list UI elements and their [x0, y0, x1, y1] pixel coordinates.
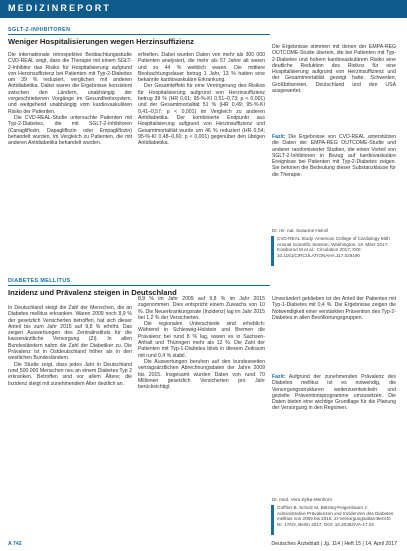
- article2-col2-para-2: Die regionalen Unterschiede sind erheblich: Während in Schleswig-Holstein und Bremen die Prävalenz bei rund 8 % lag, waren es in Sachsen-Anhalt und Thüringen mehr als 12 %. Die Zahl der Patienten mit Typ-1-Diabetes blieb in diesem Zeitraum mit rund 0,4 % stabil.: [138, 321, 265, 359]
- article2-col2-para-3: Die Auswertungen beruhen auf den bundesweiten vertragsärztlichen Abrechnungsdaten der Jahre 2009 bis 2015. Insgesamt wurden Daten von rund 70 Millionen gesetzlich Versicherten pro Jahr berücksichtigt.: [138, 358, 265, 391]
- article1-reference: CVD-REAL Study. American College of Cardiology 66th Annual Scientific Session, Washington, 18. März 2017; Kosiborod M et al.: Circulation 2017; DOI: 10.1161/CIRCULATIONAHA.117.029190: [277, 236, 390, 258]
- article1-col2-para-1: erhielten. Dabei wurden Daten von mehr als 300 000 Patienten analysiert, die mehr als 57 Jahre alt waren und zu 44 % weiblich waren. Die mittlere Beobachtungsdauer betrug 1 Jahr, 13 % hatten eine bekannte kardiovaskuläre Erkrankung.: [138, 52, 265, 84]
- article1-col3-intro: Die Ergebnisse stimmen mit denen der EMPA-REG OUTCOME-Studie überein, die bei Patienten mit Typ-2-Diabetes und hohem kardiovaskulärem Risiko eine deutliche Reduktion des Risikos für eine Hospitalisierung aufgrund von Herzinsuffizienz und der Gesamtmortalität gezeigt hatte. Schweden, Großbritannien, Deutschland und den USA ausgewertet.: [272, 44, 396, 95]
- page-number: A 742: [8, 541, 22, 547]
- article2-col1-para-1: In Deutschland steigt die Zahl der Menschen, die an Diabetes mellitus erkranken. Waren 2009 noch 8,9 % der gesetzlich Versicherten betroffen, hat sich dieser Anteil bis zum Jahr 2015 auf 9,8 % erhöht. Das zeigen Auswertungen des Zentralinstituts für die kassenärztliche Versorgung (Zi). In allen Bundesländern nahm die Zahl der Diabetiker zu. Die Prävalenz ist in Ostdeutschland höher als in den westlichen Bundesländern.: [8, 305, 132, 362]
- article1-reference-bar: [271, 236, 274, 266]
- article2-col3-intro: Unverändert geblieben ist der Anteil der Patienten mit Typ-1-Diabetes mit 0,4 %. Die Ergebnisse zeigen die Notwendigkeit einer verstärkten Prävention des Typ-2-Diabetes in allen Bevölkerungsgruppen.: [272, 296, 396, 321]
- article2-rule: [8, 285, 270, 286]
- article2-kicker: DIABETES MELLITUS: [8, 278, 71, 284]
- article2-column-3: [272, 296, 396, 368]
- article1-fazit-label: Fazit:: [272, 134, 286, 140]
- article2-col1-para-2: Die Studie zeigt, dass jedes Jahr in Deutschland rund 500 000 Menschen neu an einem Diabetes Typ 2 erkranken. Betroffen sind vor allem Ältere; die Inzidenz steigt mit zunehmendem Alter deutlich an.: [8, 361, 132, 387]
- article1-column-2: [138, 52, 265, 270]
- article2-fazit-text: Aufgrund der zunehmenden Prävalenz des Diabetes mellitus ist es notwendig, die Versorgungsstrukturen weiterzuentwickeln und gezielte Präventionsprogramme umzusetzen. Die Daten bieten eine wichtige Grundlage für die Planung der Versorgung in den Regionen.: [272, 374, 396, 412]
- article2-author: Dr. med. Vera Zylka-Menhorn: [272, 497, 332, 502]
- article2-fazit-label: Fazit:: [272, 374, 286, 380]
- article2-column-1: [8, 305, 132, 535]
- article1-fazit: [272, 134, 396, 226]
- article1-headline: Weniger Hospitalisierungen wegen Herzinsuffizienz: [8, 37, 194, 46]
- article2-column-2: [138, 296, 265, 535]
- article1-col2-para-2: Der Gesamteffekt für eine Verringerung des Risikos für Hospitalisierung aufgrund von Herzinsuffizienz betrug 39 % (HR 0,61; 95-%-KI 0,51–0,73; p < 0,001) und der Gesamtmortalität 51 % (HR 0,49; 95-%-KI 0,41–0,57; p < 0,001) im Vergleich zu anderen Antidiabetika. Der kombinierte Endpunkt aus Hospitalisierung aufgrund von Herzinsuffizienz und Gesamtmortalität wurde um 46 % reduziert (HR 0,54; 95-%-KI 0,48–0,60; p < 0,001) gegenüber den übrigen Antidiabetika.: [138, 83, 265, 147]
- article1-fazit-text: Die Ergebnisse von CVD-REAL unterstützen die Daten der EMPA-REG OUTCOME-Studie und anderer randomisierter Studien, die einen Vorteil von SGLT-2-Inhibitoren in Bezug auf kardiovaskuläre Ereignisse bei Patienten mit Typ-2-Diabetes zeigen. Sie betonen die Bedeutung dieser Substanzklasse für die Therapie.: [272, 134, 396, 178]
- section-header-bar: [0, 0, 407, 18]
- article1-column-3: [272, 44, 396, 132]
- article2-reference: Goffrier B, Schulz M, Bätzing-Feigenbaum J: Administrative Prävalenzen und Inzidenzen des Diabetes mellitus von 2009 bis 2015. Zi-Versorgungsatlas-Bericht Nr. 17/03, Berlin 2017; DOI: 10.20364/VA-17.03: [277, 505, 394, 527]
- section-label: MEDIZINREPORT: [8, 3, 112, 13]
- article2-fazit: [272, 374, 396, 496]
- article1-kicker: SGLT-2-INHIBITOREN: [8, 27, 71, 33]
- article2-col2-para-1: 8,9 % im Jahr 2009 auf 9,8 % im Jahr 2015 zugenommen. Dies entspricht einem Zuwachs von 10 %. Die Neuerkrankungsrate (Inzidenz) lag im Jahr 2015 bei 1,2 % der Versicherten.: [138, 296, 265, 321]
- article1-col1-para-1: Die internationale retrospektive Beobachtungsstudie CVD-REAL zeigt, dass die Therapie mit einem SGLT-2-Inhibitor das Risiko für Hospitalisierung aufgrund von Herzinsuffizienz bei Patienten mit Typ-2-Diabetes um 39 % reduziert, verglichen mit anderen Antidiabetika. Dabei waren die Ergebnisse konsistent zwischen den Ländern, unabhängig der vorgeschriebenen Vorgänge im Gesundheitssystem, und weitgehend unabhängig vom kardiovaskulären Risiko der Patienten.: [8, 52, 132, 115]
- article2-reference-bar: [271, 505, 274, 535]
- article1-col1-para-2: Die CVD-REAL-Studie untersuchte Patienten mit Typ-2-Diabetes, die mit SGLT-2-Inhibitoren (Canagliflozin, Dapagliflozin oder Empagliflozin) behandelt wurden, im Vergleich zu Patienten, die mit anderen Antidiabetika behandelt wurden.: [8, 114, 132, 147]
- article2-headline: Inzidenz und Prävalenz steigen in Deutschland: [8, 288, 177, 297]
- article1-column-1: [8, 52, 132, 242]
- article1-author: Dr. rer. nat. Susanne Heinzl: [272, 228, 329, 233]
- article1-rule: [8, 34, 270, 35]
- journal-citation: Deutsches Ärzteblatt | Jg. 114 | Heft 15 | 14. April 2017: [271, 541, 397, 547]
